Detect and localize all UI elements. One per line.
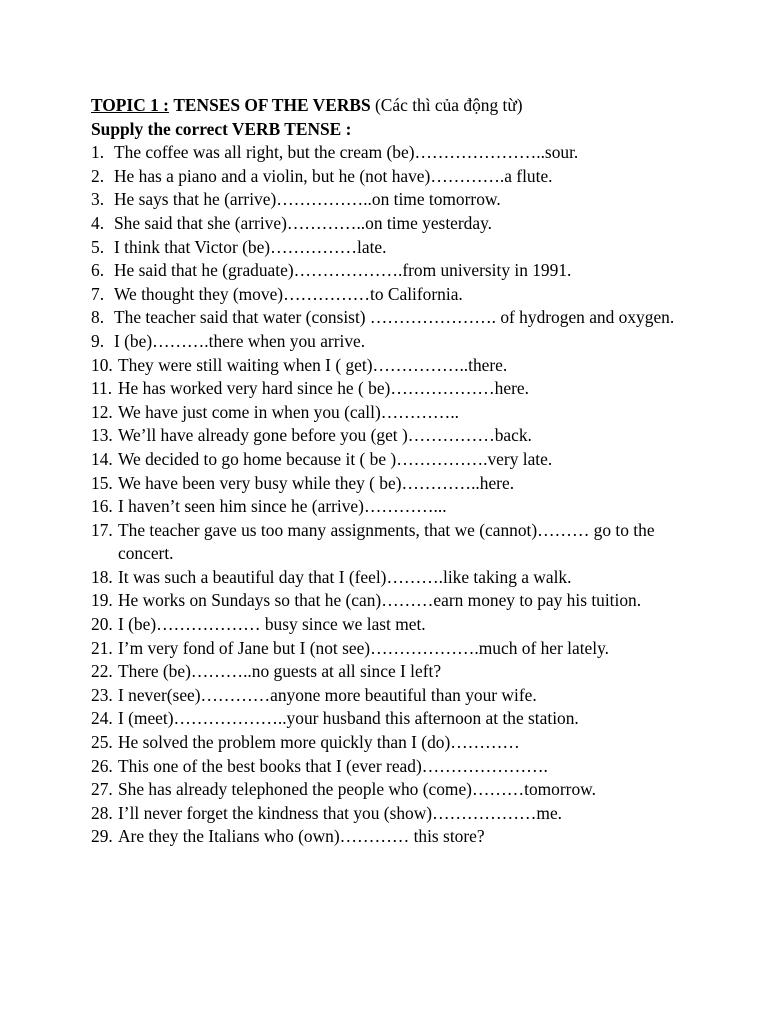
exercise-number: 8. <box>91 307 105 328</box>
exercise-text: She has already telephoned the people who (come)………tomorrow. <box>118 779 596 800</box>
exercise-text: I never(see)…………anyone more beautiful than your wife. <box>118 684 537 705</box>
exercise-item <box>91 188 691 212</box>
exercise-number: 27. <box>91 779 113 800</box>
exercise-text: I’ll never forget the kindness that you (show)………………me. <box>118 802 563 823</box>
exercise-number: 4. <box>91 212 105 233</box>
exercise-item <box>91 165 691 189</box>
exercise-text: He solved the problem more quickly than I (do)………… <box>118 732 520 753</box>
exercise-item <box>91 212 691 236</box>
exercise-number: 15. <box>91 472 113 493</box>
exercise-number: 17. <box>91 519 113 540</box>
exercise-number: 28. <box>91 802 113 823</box>
exercise-number: 29. <box>91 826 113 847</box>
exercise-list <box>91 141 691 849</box>
exercise-item <box>91 448 691 472</box>
exercise-text: I (be)……………… busy since we last met. <box>118 614 426 635</box>
exercise-text: He has worked very hard since he ( be)………………here. <box>118 378 529 399</box>
exercise-item <box>91 495 691 519</box>
exercise-number: 16. <box>91 496 113 517</box>
exercise-item <box>91 613 691 637</box>
worksheet-title <box>91 94 691 118</box>
exercise-item <box>91 330 691 354</box>
exercise-text: He says that he (arrive)……………..on time tomorrow. <box>114 189 501 210</box>
topic-label: TOPIC 1 : <box>91 95 169 115</box>
exercise-item <box>91 424 691 448</box>
exercise-text: The teacher said that water (consist) …………………. of hydrogen and oxygen. <box>114 307 675 328</box>
exercise-text: This one of the best books that I (ever read)…………………. <box>118 755 548 776</box>
exercise-text: He said that he (graduate)……………….from university in 1991. <box>114 260 572 281</box>
exercise-number: 19. <box>91 590 113 611</box>
exercise-item <box>91 707 691 731</box>
exercise-number: 7. <box>91 283 105 304</box>
exercise-number: 10. <box>91 354 113 375</box>
exercise-number: 3. <box>91 189 105 210</box>
exercise-text: She said that she (arrive)…………..on time yesterday. <box>114 212 492 233</box>
exercise-text: He works on Sundays so that he (can)………earn money to pay his tuition. <box>118 590 642 611</box>
exercise-number: 12. <box>91 401 113 422</box>
exercise-text: The teacher gave us too many assignments, that we (cannot)……… go to the concert. <box>118 519 655 564</box>
exercise-number: 21. <box>91 637 113 658</box>
exercise-number: 14. <box>91 448 113 469</box>
exercise-number: 23. <box>91 684 113 705</box>
exercise-text: I haven’t seen him since he (arrive)…………... <box>118 496 447 517</box>
exercise-number: 20. <box>91 614 113 635</box>
exercise-item <box>91 401 691 425</box>
exercise-item <box>91 377 691 401</box>
exercise-item <box>91 566 691 590</box>
exercise-text: They were still waiting when I ( get)……………..there. <box>118 354 508 375</box>
exercise-text: We thought they (move)……………to California. <box>114 283 463 304</box>
worksheet-instruction: Supply the correct VERB TENSE : <box>91 118 352 139</box>
exercise-text: We have been very busy while they ( be)…………..here. <box>118 472 515 493</box>
topic-name: TENSES OF THE VERBS <box>173 95 371 115</box>
exercise-number: 1. <box>91 142 105 163</box>
exercise-item <box>91 684 691 708</box>
exercise-text: He has a piano and a violin, but he (not have)………….a flute. <box>114 165 553 186</box>
exercise-text: We decided to go home because it ( be )…………….very late. <box>118 448 553 469</box>
exercise-item <box>91 283 691 307</box>
exercise-item <box>91 802 691 826</box>
exercise-item <box>91 755 691 779</box>
exercise-number: 26. <box>91 755 113 776</box>
exercise-number: 2. <box>91 165 105 186</box>
topic-note: (Các thì của động từ) <box>375 95 523 115</box>
exercise-text: Are they the Italians who (own)………… this store? <box>118 826 485 847</box>
exercise-item <box>91 354 691 378</box>
exercise-number: 22. <box>91 661 113 682</box>
exercise-item <box>91 519 691 566</box>
exercise-item <box>91 778 691 802</box>
exercise-item <box>91 306 691 330</box>
exercise-text: We’ll have already gone before you (get )……………back. <box>118 425 532 446</box>
exercise-text: The coffee was all right, but the cream (be)…………………..sour. <box>114 142 579 163</box>
exercise-item <box>91 589 691 613</box>
exercise-text: I (be)……….there when you arrive. <box>114 330 366 351</box>
exercise-number: 13. <box>91 425 113 446</box>
exercise-number: 9. <box>91 330 105 351</box>
exercise-number: 25. <box>91 732 113 753</box>
exercise-item <box>91 259 691 283</box>
exercise-text: I’m very fond of Jane but I (not see)……………….much of her lately. <box>118 637 609 658</box>
exercise-text: We have just come in when you (call)………….. <box>118 401 460 422</box>
exercise-text: It was such a beautiful day that I (feel)……….like taking a walk. <box>118 566 572 587</box>
exercise-item <box>91 472 691 496</box>
exercise-number: 5. <box>91 236 105 257</box>
exercise-item <box>91 731 691 755</box>
exercise-item <box>91 236 691 260</box>
exercise-item <box>91 637 691 661</box>
exercise-number: 6. <box>91 260 105 281</box>
exercise-text: There (be)………..no guests at all since I left? <box>118 661 442 682</box>
exercise-number: 24. <box>91 708 113 729</box>
exercise-item <box>91 660 691 684</box>
exercise-text: I think that Victor (be)……………late. <box>114 236 387 257</box>
exercise-item <box>91 141 691 165</box>
exercise-item <box>91 825 691 849</box>
worksheet-page <box>91 94 691 849</box>
exercise-text: I (meet)………………..your husband this afternoon at the station. <box>118 708 579 729</box>
exercise-number: 11. <box>91 378 113 399</box>
exercise-number: 18. <box>91 566 113 587</box>
